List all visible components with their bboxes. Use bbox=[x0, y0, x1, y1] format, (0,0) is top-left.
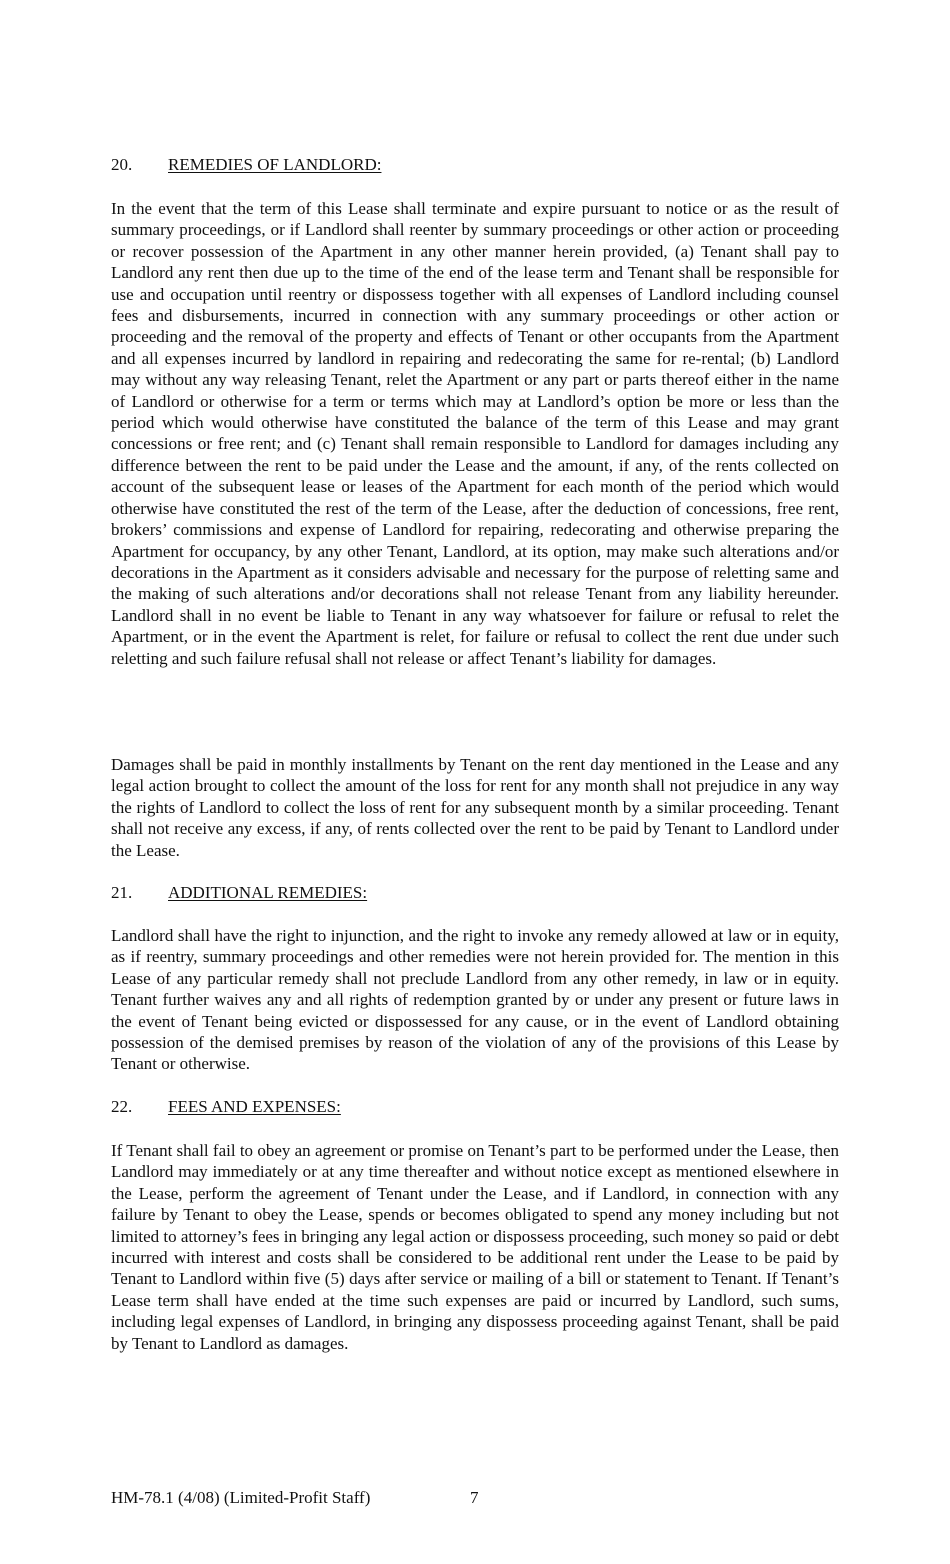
section-title: FEES AND EXPENSES: bbox=[168, 1097, 341, 1116]
section-22-heading bbox=[111, 1096, 341, 1117]
page-footer bbox=[111, 1487, 479, 1508]
page-number: 7 bbox=[470, 1488, 479, 1507]
section-20-heading bbox=[111, 154, 381, 175]
section-20-paragraph-2: Damages shall be paid in monthly installments by Tenant on the rent day mentioned in the Lease and any legal action brought to collect the amount of the loss for rent for any month shall not prejudice in any way the rights of Landlord to collect the loss of rent for any subsequent month by a similar proceeding. Tenant shall not receive any excess, if any, of rents collected over the rent to be paid by Tenant to Landlord under the Lease. bbox=[111, 755, 839, 860]
section-title: ADDITIONAL REMEDIES: bbox=[168, 883, 368, 902]
section-20-paragraph-1: In the event that the term of this Lease shall terminate and expire pursuant to notice or as the result of summary proceedings, or if Landlord shall reenter by summary proceedings or other action or proceeding or recover possession of the Apartment in any other manner herein provided, (a) Tenant shall pay to Landlord any rent then due up to the time of the end of the lease term and Tenant shall be responsible for use and occupation until reentry or dispossess together with all expenses of Landlord including counsel fees and disbursements, incurred in connection with any summary proceedings or other action or proceeding and the removal of the property and effects of Tenant or other occupants from the Apartment and all expenses incurred by landlord in repairing and redecorating the same for re-rental; (b) Landlord may without any way releasing Tenant, relet the Apartment or any part or parts thereof either in the name of Landlord or otherwise for a term or terms which may at Landlord’s option be more or less than the period which would otherwise have constituted the balance of the term of this Lease and may grant concessions or free rent; and (c) Tenant shall remain responsible to Landlord for damages including any difference between the rent to be paid under the Lease and the amount, if any, of the rents collected on account of the subsequent lease or leases of the Apartment for each month of the period which would otherwise have constituted the rest of the term of the Lease, after the deduction of concessions, free rent, brokers’ commissions and expense of Landlord for repairing, redecorating and otherwise preparing the Apartment for occupancy, by any other Tenant, Landlord, at its option, may make such alterations and/or decorations in the Apartment as it considers advisable and necessary for the purpose of reletting same and the making of such alterations and/or decorations shall not release Tenant from any liability hereunder. Landlord shall in no event be liable to Tenant in any way whatsoever for failure or refusal to relet the Apartment, or in the event the Apartment is relet, for failure or refusal to collect the rent due under such reletting and such failure refusal shall not release or affect Tenant’s liability for damages. bbox=[111, 199, 839, 668]
section-number: 20. bbox=[111, 155, 133, 174]
section-number: 22. bbox=[111, 1097, 133, 1116]
section-number: 21. bbox=[111, 883, 133, 902]
section-21-paragraph-1: Landlord shall have the right to injunction, and the right to invoke any remedy allowed at law or in equity, as if reentry, summary proceedings and other remedies were not herein provided for. The mention in this Lease of any particular remedy shall not preclude Landlord from any other remedy, in law or in equity. Tenant further waives any and all rights of redemption granted by or under any present or future laws in the event of Tenant being evicted or dispossessed for any cause, or in the event of Landlord obtaining possession of the demised premises by reason of the violation of any of the provisions of this Lease by Tenant or otherwise. bbox=[111, 926, 839, 1074]
section-21-heading bbox=[111, 882, 367, 903]
section-title: REMEDIES OF LANDLORD: bbox=[168, 155, 382, 174]
section-22-paragraph-1: If Tenant shall fail to obey an agreement or promise on Tenant’s part to be performed under the Lease, then Landlord may immediately or at any time thereafter and without notice except as mentioned elsewhere in the Lease, perform the agreement of Tenant under the Lease, and if Landlord, in connection with any failure by Tenant to obey the Lease, spends or becomes obligated to spend any money including but not limited to attorney’s fees in bringing any legal action or dispossess proceeding, such money so paid or debt incurred with interest and costs shall be considered to be additional rent under the Lease to be paid by Tenant to Landlord within five (5) days after service or mailing of a bill or statement to Tenant. If Tenant’s Lease term shall have ended at the time such expenses are paid or incurred by Landlord, such sums, including legal expenses of Landlord, in bringing any dispossess proceeding against Tenant, shall be paid by Tenant to Landlord as damages. bbox=[111, 1141, 840, 1353]
form-identifier: HM-78.1 (4/08) (Limited-Profit Staff) bbox=[111, 1488, 371, 1507]
